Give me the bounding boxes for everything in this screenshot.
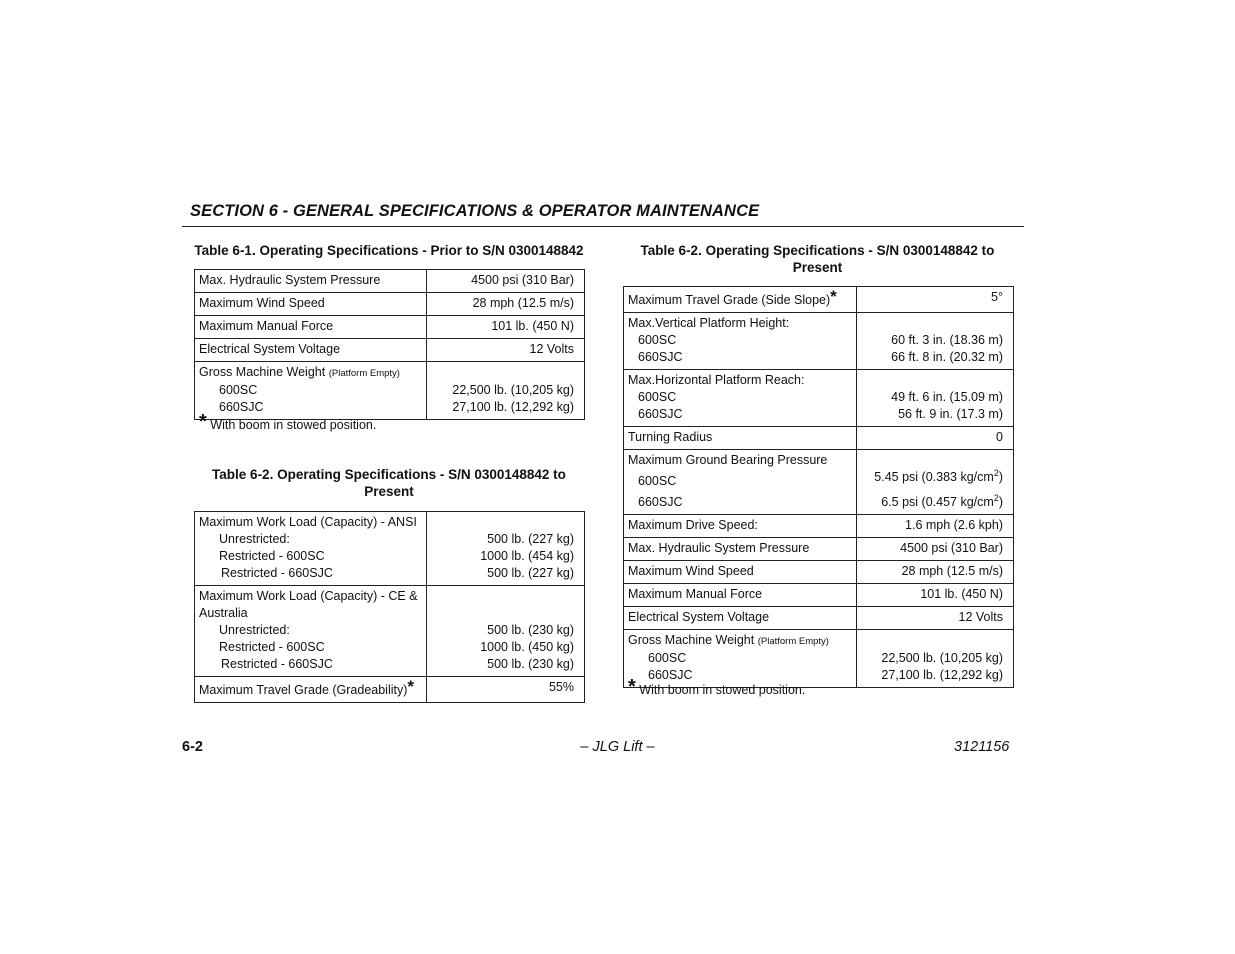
model-660sjc: 660SJC (219, 400, 264, 414)
table-row (624, 370, 1014, 427)
model-660sjc: 660SJC (638, 495, 683, 509)
page-number: 6-2 (182, 739, 203, 755)
table-row (195, 677, 585, 703)
table2a-caption-l2: Present (364, 484, 414, 499)
ce-value-unrestricted: 500 lb. (230 kg) (487, 623, 574, 637)
row-value: 0 (857, 427, 1014, 450)
ansi-unrestricted: Unrestricted: (219, 532, 290, 546)
superscript: 2 (993, 492, 999, 503)
gmw-qualifier: (Platform Empty) (328, 368, 400, 379)
ce-value-600sc: 1000 lb. (450 kg) (480, 640, 574, 654)
model-600sc: 600SC (638, 333, 677, 347)
superscript: 2 (993, 467, 999, 478)
row-label: Electrical System Voltage (624, 607, 857, 630)
gmw-value-600sc: 22,500 lb. (10,205 kg) (881, 651, 1003, 665)
side-slope-label: Maximum Travel Grade (Side Slope) (628, 293, 831, 307)
reach-label-cell (624, 370, 857, 427)
gmw-value-600sc: 22,500 lb. (10,205 kg) (452, 383, 574, 397)
section-title: SECTION 6 - GENERAL SPECIFICATIONS & OPERATOR MAINTENANCE (190, 202, 760, 220)
section-divider (182, 226, 1024, 227)
height-value-660sjc: 66 ft. 8 in. (20.32 m) (891, 350, 1003, 364)
table-row (624, 607, 1014, 630)
gmw-label: Gross Machine Weight (628, 633, 755, 647)
table-row (624, 287, 1014, 313)
ansi-label: Maximum Work Load (Capacity) - ANSI (199, 515, 417, 529)
ce-restricted-660sjc: Restricted - 660SJC (221, 657, 333, 671)
table2a-caption (194, 466, 584, 500)
footnote-text: With boom in stowed position. (210, 418, 377, 432)
table1-caption-text: Table 6-1. Operating Specifications - Prior to S/N 0300148842 (194, 243, 584, 258)
table2a-caption-l1: Table 6-2. Operating Specifications - S/N 0300148842 to (212, 467, 566, 482)
bearing-label-cell (624, 450, 857, 515)
row-label: Maximum Manual Force (624, 584, 857, 607)
ce-restricted-600sc: Restricted - 600SC (219, 640, 325, 654)
ce-label-cell (195, 586, 427, 677)
ce-value-cell (427, 586, 585, 677)
ce-value-660sjc: 500 lb. (230 kg) (487, 657, 574, 671)
bearing-value-660sjc (861, 490, 1003, 511)
gmw-label-cell (195, 362, 427, 420)
side-slope-value: 5° (857, 287, 1014, 313)
table-row (624, 427, 1014, 450)
table-row (195, 512, 585, 586)
table1-caption (180, 242, 598, 259)
table2b-caption-l2: Present (792, 260, 843, 275)
row-value: 101 lb. (450 N) (857, 584, 1014, 607)
ce-label-l2: Australia (199, 606, 248, 620)
row-value: 4500 psi (310 Bar) (427, 270, 585, 293)
gmw-value-660sjc: 27,100 lb. (12,292 kg) (452, 400, 574, 414)
ansi-label-cell (195, 512, 427, 586)
ansi-restricted-600sc: Restricted - 600SC (219, 549, 325, 563)
gmw-qualifier: (Platform Empty) (757, 636, 829, 647)
ansi-value-cell (427, 512, 585, 586)
reach-label: Max.Horizontal Platform Reach: (628, 373, 805, 387)
table1-footnote (199, 411, 377, 433)
reach-value-cell (857, 370, 1014, 427)
model-600sc: 600SC (648, 651, 687, 665)
row-label: Maximum Manual Force (195, 316, 427, 339)
gmw-label: Gross Machine Weight (199, 365, 326, 379)
row-label: Maximum Drive Speed: (624, 515, 857, 538)
grade-value: 55% (427, 677, 585, 703)
row-value: 4500 psi (310 Bar) (857, 538, 1014, 561)
table-row (624, 561, 1014, 584)
table-row (195, 339, 585, 362)
model-660sjc: 660SJC (648, 668, 693, 682)
height-label-cell (624, 313, 857, 370)
table2b (623, 286, 1014, 688)
ansi-restricted-660sjc: Restricted - 660SJC (221, 566, 333, 580)
bearing-value-cell (857, 450, 1014, 515)
model-600sc: 600SC (219, 383, 258, 397)
height-value-cell (857, 313, 1014, 370)
table-row (624, 515, 1014, 538)
row-value: 101 lb. (450 N) (427, 316, 585, 339)
asterisk-icon: * (628, 676, 636, 698)
ansi-value-660sjc: 500 lb. (227 kg) (487, 566, 574, 580)
row-label: Max. Hydraulic System Pressure (195, 270, 427, 293)
paren: ) (998, 495, 1003, 509)
bearing-value-660sjc-text: 6.5 psi (0.457 kg/cm (881, 495, 994, 509)
asterisk-icon: * (830, 287, 837, 306)
model-600sc: 600SC (638, 474, 677, 488)
model-660sjc: 660SJC (638, 407, 683, 421)
table-row (624, 450, 1014, 515)
bearing-label: Maximum Ground Bearing Pressure (628, 453, 828, 467)
table-row (624, 584, 1014, 607)
table-row (624, 630, 1014, 688)
row-value: 1.6 mph (2.6 kph) (857, 515, 1014, 538)
height-value-600sc: 60 ft. 3 in. (18.36 m) (891, 333, 1003, 347)
table-row (195, 362, 585, 420)
table-row (195, 293, 585, 316)
paren: ) (998, 469, 1003, 484)
reach-value-600sc: 49 ft. 6 in. (15.09 m) (891, 390, 1003, 404)
grade-label: Maximum Travel Grade (Gradeability) (199, 683, 408, 697)
table-row (195, 316, 585, 339)
gmw-value-cell (857, 630, 1014, 688)
bearing-value-600sc (861, 465, 1003, 486)
table2b-footnote (628, 676, 806, 698)
table-row (624, 538, 1014, 561)
table1 (194, 269, 585, 420)
model-660sjc: 660SJC (638, 350, 683, 364)
ansi-value-unrestricted: 500 lb. (227 kg) (487, 532, 574, 546)
row-value: 12 Volts (857, 607, 1014, 630)
document-number: 3121156 (954, 739, 1010, 755)
table2b-caption-l1: Table 6-2. Operating Specifications - S/N 0300148842 to (640, 243, 995, 258)
row-label: Max. Hydraulic System Pressure (624, 538, 857, 561)
bearing-value-600sc-text: 5.45 psi (0.383 kg/cm (874, 469, 994, 484)
ansi-value-600sc: 1000 lb. (454 kg) (480, 549, 574, 563)
ce-label-l1: Maximum Work Load (Capacity) - CE & (199, 589, 418, 603)
footer-brand: – JLG Lift – (580, 739, 655, 755)
gmw-value-660sjc: 27,100 lb. (12,292 kg) (881, 668, 1003, 682)
height-label: Max.Vertical Platform Height: (628, 316, 790, 330)
reach-value-660sjc: 56 ft. 9 in. (17.3 m) (898, 407, 1003, 421)
row-value: 28 mph (12.5 m/s) (427, 293, 585, 316)
model-600sc: 600SC (638, 390, 677, 404)
row-value: 28 mph (12.5 m/s) (857, 561, 1014, 584)
table-row (624, 313, 1014, 370)
table-row (195, 586, 585, 677)
table-row (195, 270, 585, 293)
asterisk-icon: * (199, 411, 207, 433)
table2a (194, 511, 585, 703)
table2b-caption (622, 242, 1013, 276)
grade-label-cell (195, 677, 427, 703)
row-label: Maximum Wind Speed (195, 293, 427, 316)
asterisk-icon: * (407, 677, 415, 696)
row-label: Maximum Wind Speed (624, 561, 857, 584)
gmw-value-cell (427, 362, 585, 420)
gmw-label-cell (624, 630, 857, 688)
row-label: Turning Radius (624, 427, 857, 450)
row-value: 12 Volts (427, 339, 585, 362)
side-slope-label-cell (624, 287, 857, 313)
row-label: Electrical System Voltage (195, 339, 427, 362)
footnote-text: With boom in stowed position. (639, 683, 806, 697)
ce-unrestricted: Unrestricted: (219, 623, 290, 637)
